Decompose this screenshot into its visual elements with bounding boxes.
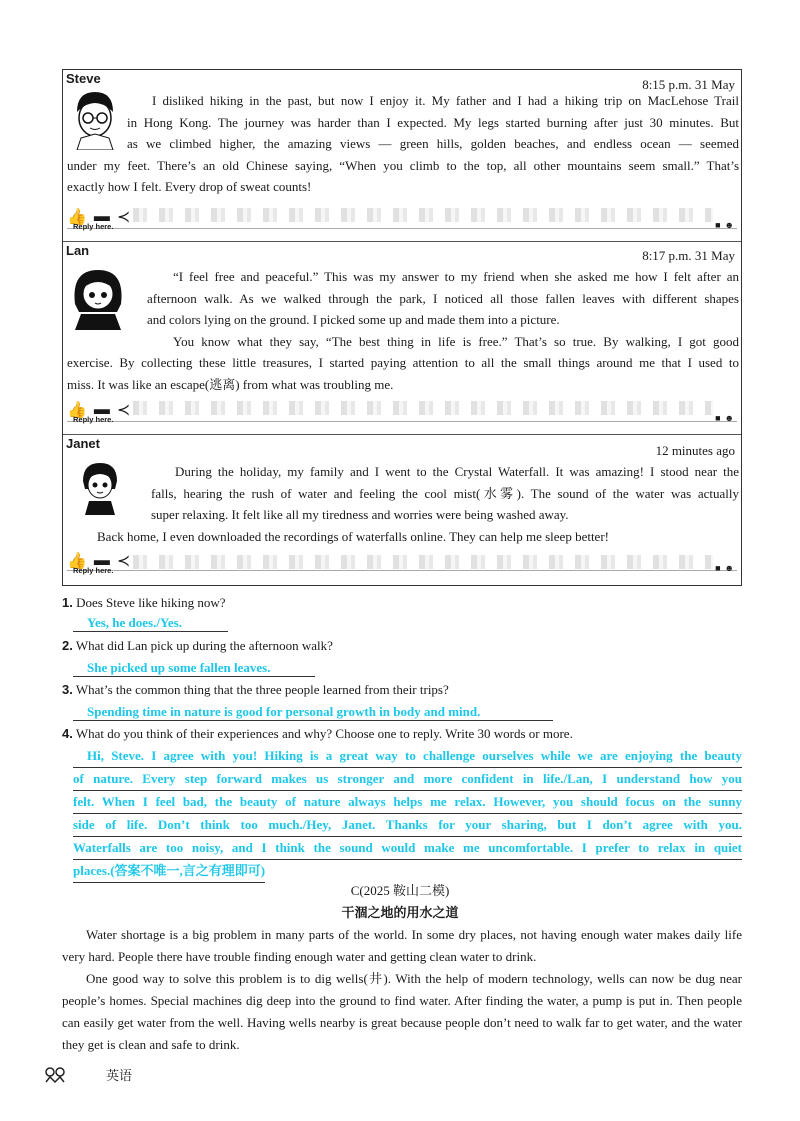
- paragraph: One good way to solve this problem is to dig wells(井). With the help of modern technology, wells can now be dug near people’s homes. Special machines dig deep into the ground to find water. After finding the water, a pump is put in. Then people can easily get water from the well. Having wells nearby is great because people don’t need to walk far to get water, and the water they get is clean and safe to drink.: [62, 971, 742, 1052]
- comment-icon[interactable]: ▬: [93, 208, 110, 225]
- reply-field[interactable]: Reply here.: [73, 566, 114, 575]
- camera-icon[interactable]: ■: [715, 413, 721, 423]
- section-title: 干涸之地的用水之道: [341, 905, 459, 920]
- page-footer: [44, 1065, 132, 1084]
- post-body: I disliked hiking in the past, but now I enjoy it. My father and I had a hiking trip on MacLehose Trail in Hong Kong. The journey was harder than I expected. My legs started burning after just 30 minutes. But as we climbed higher, the amazing views — green hills, golden beaches, and endless ocean — seemed under my feet. There’s an old Chinese saying, “When you climb to the top, all other mountains seem small.” That’s exactly how I felt. Every drop of sweat counts!: [67, 93, 739, 194]
- emoji-icon[interactable]: ☻: [724, 220, 734, 230]
- answer-2: She picked up some fallen leaves.: [73, 659, 315, 677]
- emoji-icon[interactable]: ☻: [724, 413, 734, 423]
- reply-divider: [67, 421, 737, 422]
- reply-divider: [67, 228, 737, 229]
- share-icon[interactable]: ≺: [116, 553, 131, 570]
- post-janet: [63, 435, 741, 585]
- reading-passage: [62, 924, 742, 1056]
- question-2: 2. What did Lan pick up during the afternoon walk?: [62, 638, 333, 653]
- post-author: Janet: [66, 436, 100, 451]
- logo-icon: [44, 1066, 66, 1084]
- like-icon[interactable]: 👍: [67, 402, 87, 419]
- reply-field[interactable]: Reply here.: [73, 222, 114, 231]
- comment-icon[interactable]: ▬: [93, 552, 110, 569]
- question-3: 3. What’s the common thing that the three people learned from their trips?: [62, 682, 449, 697]
- paragraph: Water shortage is a big problem in many parts of the world. In some dry places, not having enough water makes daily life very hard. People there have trouble finding enough water and getting clean water to drink.: [62, 927, 742, 964]
- decorative-strip: [133, 555, 713, 569]
- share-icon[interactable]: ≺: [116, 402, 131, 419]
- section-heading: C(2025 鞍山二模): [350, 883, 450, 898]
- answer-4-essay: Hi, Steve. I agree with you! Hiking is a great way to challenge ourselves while we are enjoying the beauty of nature. Every step forward makes us stronger and more confident in life./Lan, I understand how you felt. When I feel bad, the beauty of nature always helps me relax. However, you should focus on the sunny side of life. Don’t think too much./Hey, Janet. Thanks for your sharing, but I don’t agree with you. Waterfalls are too noisy, and I think the sound would make me uncomfortable. I prefer to relax in quiet places.(答案不唯一,言之有理即可): [73, 745, 742, 883]
- page-label: 英语: [106, 1068, 133, 1083]
- reply-tools: [715, 563, 734, 573]
- emoji-icon[interactable]: ☻: [724, 563, 734, 573]
- share-icon[interactable]: ≺: [116, 209, 131, 226]
- camera-icon[interactable]: ■: [715, 220, 721, 230]
- post-steve: [63, 70, 741, 242]
- post-time: 8:15 p.m. 31 May: [642, 77, 735, 92]
- reply-field[interactable]: Reply here.: [73, 415, 114, 424]
- reply-tools: [715, 220, 734, 230]
- question-4: 4. What do you think of their experiences and why? Choose one to reply. Write 30 words or more.: [62, 726, 573, 741]
- post-body: “I feel free and peaceful.” This was my answer to my friend when she asked me how I felt after an afternoon walk. As we walked through the park, I noticed all those fallen leaves with different shapes and colors lying on the ground. I picked some up and made them into a picture. You know what they say, “The best thing in life is free.” That’s so true. By walking, I got good exercise. By collecting these little treasures, I started paying attention to all the small things around me that I used to miss. It was like an escape(逃离) from what was troubling me.: [67, 269, 739, 392]
- camera-icon[interactable]: ■: [715, 563, 721, 573]
- reply-tools: [715, 413, 734, 423]
- comment-icon[interactable]: ▬: [93, 401, 110, 418]
- like-icon[interactable]: 👍: [67, 209, 87, 226]
- question-1: 1. Does Steve like hiking now?: [62, 595, 226, 610]
- post-author: Steve: [66, 71, 101, 86]
- decorative-strip: [133, 208, 713, 222]
- post-time: 8:17 p.m. 31 May: [642, 248, 735, 263]
- like-icon[interactable]: 👍: [67, 553, 87, 570]
- forum-box: [62, 69, 742, 586]
- post-time: 12 minutes ago: [655, 443, 735, 458]
- reply-divider: [67, 570, 737, 571]
- post-lan: [63, 242, 741, 435]
- answer-1: Yes, he does./Yes.: [73, 614, 228, 632]
- post-author: Lan: [66, 243, 90, 258]
- answer-3: Spending time in nature is good for personal growth in body and mind.: [73, 703, 553, 721]
- decorative-strip: [133, 401, 713, 415]
- post-body: During the holiday, my family and I went to the Crystal Waterfall. It was amazing! I stood near the falls, hearing the rush of water and feeling the cool mist(水雾). The sound of the water was actually super relaxing. It felt like all my tiredness and worries were being washed away. Back home, I even downloaded the recordings of waterfalls online. They can help me sleep better!: [97, 464, 739, 544]
